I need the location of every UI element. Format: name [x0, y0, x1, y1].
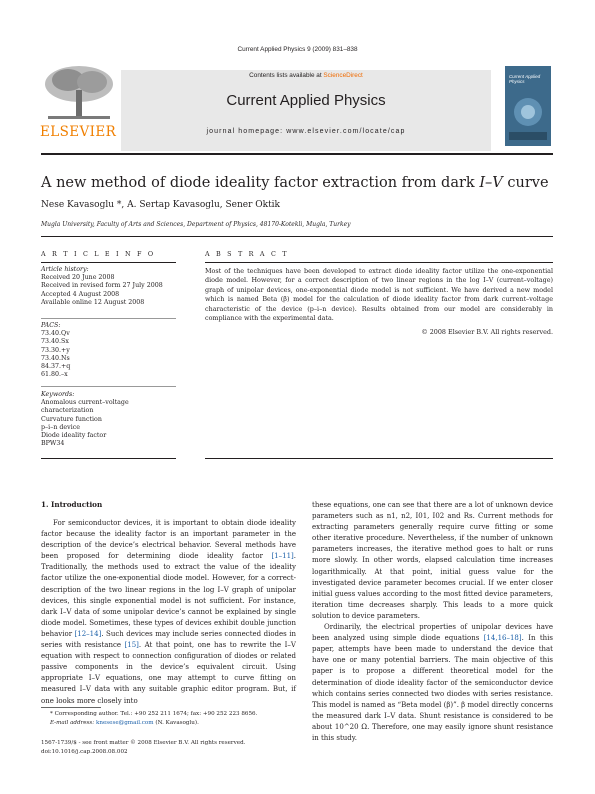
issn-line: 1567-1739/$ - see front matter © 2008 Elsevier B.V. All rights reserved.: [41, 740, 246, 746]
title-rule: [41, 236, 553, 237]
footnote: [50, 710, 310, 728]
abstract-bottom-rule: [205, 458, 553, 459]
title-main: A new method of diode ideality factor extraction from dark: [41, 175, 480, 191]
text-run: For semiconductor devices, it is important to obtain diode ideality factor because the ideality factor is an important parameter in the description of the device’s electrical behavior. Several methods have been proposed for determining diode ideality factor: [41, 519, 296, 561]
article-title: [41, 175, 549, 191]
abstract-heading: A B S T R A C T: [205, 250, 289, 258]
email-name: (N. Kavasoglu).: [153, 720, 199, 726]
citation-link[interactable]: [12–14]: [74, 629, 102, 638]
journal-title: Current Applied Physics: [226, 92, 386, 109]
citation-link[interactable]: [15]: [124, 641, 139, 650]
history-item: Accepted 4 August 2008: [41, 290, 120, 298]
issn-block: [41, 739, 341, 757]
article-info-heading: A R T I C L E I N F O: [41, 250, 156, 258]
keyword: Curvature function: [41, 415, 102, 423]
pacs-label: PACS:: [41, 322, 61, 329]
pacs-code: 73.40.Ns: [41, 354, 70, 362]
copyright: © 2008 Elsevier B.V. All rights reserved.: [421, 328, 553, 336]
keyword: Anomalous current–voltage: [41, 399, 129, 407]
intro-paragraph: [41, 518, 296, 707]
journal-header-band: [121, 70, 491, 151]
journal-homepage[interactable]: journal homepage: www.elsevier.com/locate/cap: [206, 128, 406, 135]
doi-line[interactable]: doi:10.1016/j.cap.2008.08.002: [41, 749, 128, 755]
pacs-block: [41, 322, 191, 379]
text-run: Ordinarily, the electrical properties of unipolar devices have been analyzed using simple diode equations: [312, 623, 553, 643]
pacs-code: 73.40.Qv: [41, 330, 70, 338]
sciencedirect-link[interactable]: ScienceDirect: [323, 72, 363, 79]
intro-paragraph: [312, 622, 553, 744]
pacs-code: 84.37.+q: [41, 363, 71, 371]
history-item: Received in revised form 27 July 2008: [41, 282, 163, 290]
text-run: . At that point, one has to rewrite the I–V equation with respect to connection configuration of diodes or related passive components in the device’s equivalent circuit. Using appropriate I–V equations, one may attempt to curve fitting on measured I–V data with any suitable graphic editor program. But, if one looks more closely into: [41, 641, 296, 705]
affiliation: Mugla University, Faculty of Arts and Sciences, Department of Physics, 48170-Kotekli, Mugla, Turkey: [41, 221, 351, 228]
article-info: [41, 266, 191, 307]
right-column: [312, 500, 553, 744]
history-item: Available online 12 August 2008: [41, 298, 145, 306]
journal-reference: Current Applied Physics 9 (2009) 831–838: [237, 46, 358, 53]
contents-prefix: Contents lists available at: [249, 72, 324, 79]
text-run: . Such devices may include series connected diodes in series with resistance: [41, 629, 296, 650]
keywords-label: Keywords:: [41, 391, 75, 398]
keyword: p–i–n device: [41, 423, 80, 431]
header-rule: [41, 153, 553, 155]
corresponding-author: * Corresponding author. Tel.: +90 252 211 1674; fax: +90 252 223 8656.: [50, 711, 258, 717]
cover-title: Current Applied Physics: [509, 74, 541, 84]
publisher-logo-text: ELSEVIER: [40, 124, 117, 140]
title-end: curve: [502, 175, 549, 191]
email-link[interactable]: knesese@gmail.com: [95, 720, 154, 726]
citation-link[interactable]: [14,16–18]: [483, 634, 522, 643]
history-label: Article history:: [41, 266, 89, 273]
info-bottom-rule: [41, 458, 176, 459]
text-run: . Traditionally, the methods used to extract the value of the ideality factor utilize the one-exponential diode model. However, for a correct-description of the two linear regions in the log I–V graph of unipolar devices, this single exponential model is not sufficient. For instance, dark I–V data of some unipolar device’s cannot be explained by single diode model. Sometimes, these types of devices exhibit double junction behavior: [41, 552, 296, 638]
keyword: BPW34: [41, 440, 65, 448]
citation-link[interactable]: [1–11]: [271, 552, 294, 561]
history-item: Received 20 June 2008: [41, 274, 115, 282]
info-rule: [41, 262, 176, 263]
pacs-code: 73.40.Sx: [41, 338, 69, 346]
pacs-code: 73.30.+y: [41, 346, 70, 354]
intro-paragraph: these equations, one can see that there are a lot of unknown device parameters such as n1, n2, I01, I02 and Rs. Current methods for extracting parameters generally require curve fitting or some other iterative procedure. Nevertheless, if the number of unknown parameters increases, the iterative method goes to halt or runs more slowly. In other words, elapsed calculation time increases logarithmically. At that point, initial guess value for the investigated device parameter becomes crucial. If we enter closer initial guess values according to the most fitted device parameters, iteration time decreases sharply. This leads to a more quick solution to device parameters.: [312, 501, 553, 620]
abstract-rule: [205, 262, 553, 263]
text-run: . In this paper, attempts have been made to understand the device that have one or many potential barriers. The main objective of this paper is to propose a different theoretical model for the determination of diode ideality factor of the semiconductor device which contains series connected two diodes with series resistance. This model is named as “Beta model (β)”. β model directly concerns the measured dark I–V data. Shunt resistance is considered to be about 10^20 Ω. Therefore, one may easily ignore shunt resistance in this study.: [312, 634, 553, 742]
title-italic: I–V: [479, 175, 503, 191]
abstract-text: Most of the techniques have been developed to extract diode ideality factor utilize the one-exponential diode model. However, for a correct description of two linear regions in the log I–V (current–voltage) graph of unipolar devices, one-exponential diode model is not sufficient. We have derived a new model which is named Beta (β) model for the calculation of diode ideality factor from dark current–voltage characteristic of the device (p–i–n device). Results obtained from our model are considerably in compliance with the experimental data.: [205, 267, 553, 323]
footnote-rule: [41, 707, 101, 708]
keyword: characterization: [41, 407, 94, 415]
contents-line: [121, 72, 491, 79]
author-list: Nese Kavasoglu *, A. Sertap Kavasoglu, Sener Oktik: [41, 200, 281, 210]
info-divider: [41, 386, 176, 387]
email-line: [50, 719, 310, 728]
keyword: Diode ideality factor: [41, 432, 107, 440]
keywords-block: [41, 391, 191, 448]
email-label: E-mail address:: [50, 720, 96, 726]
info-divider: [41, 318, 176, 319]
tree-icon: [38, 62, 120, 122]
section-heading: 1. Introduction: [41, 500, 103, 509]
pacs-code: 61.80.–x: [41, 371, 68, 379]
left-column: [41, 518, 296, 707]
